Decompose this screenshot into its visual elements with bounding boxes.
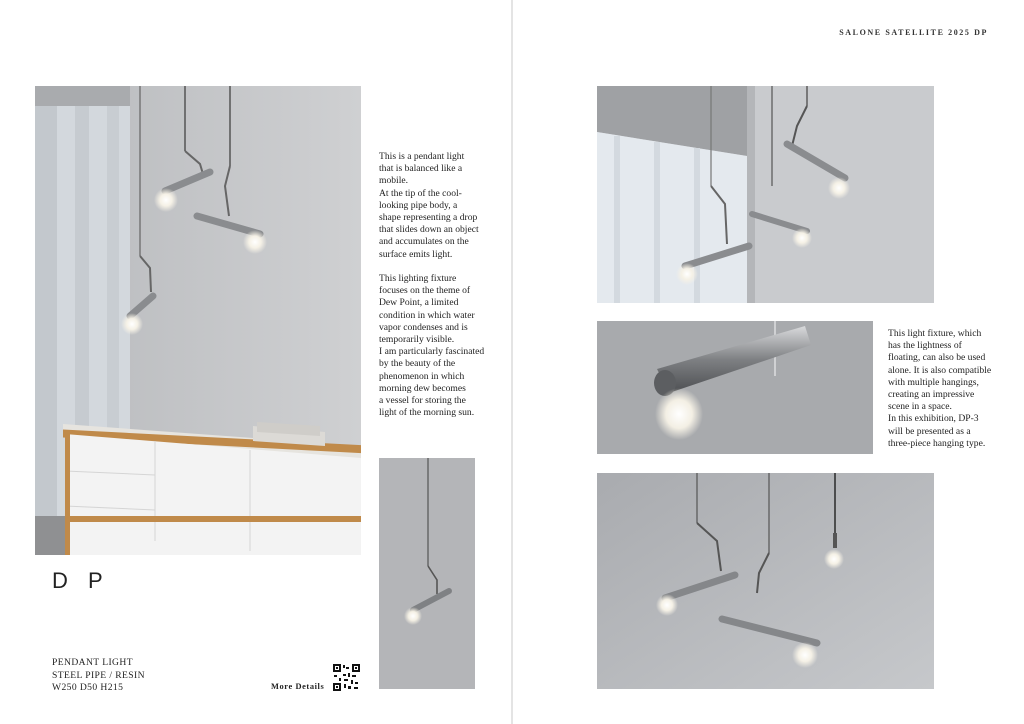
left-page <box>0 0 511 724</box>
closeup-photo <box>597 321 873 454</box>
spec-dimensions: W250 D50 H215 <box>52 682 124 694</box>
header-text: SALONE SATELLITE 2025 <box>839 28 971 37</box>
right-page <box>513 0 1024 724</box>
qr-code-icon[interactable] <box>333 664 360 691</box>
single-lamp-photo <box>379 458 475 689</box>
product-title: D P <box>52 568 110 593</box>
product-description: This is a pendant light that is balanced like a mobile. At the tip of the cool- looking pipe body, a shape representing a drop that slides down an object and accumulates on the surface emits light. This lighting fixture focuses on the theme of Dew Point, a limited condition in which water vapor condenses and is temporarily visible. I am particularly fascinated by the beauty of the phenomenon in which morning dew becomes a vessel for storing the light of the morning sun. <box>379 151 485 419</box>
spec-type: PENDANT LIGHT <box>52 657 133 668</box>
three-lamp-photo <box>597 473 934 689</box>
room-photo <box>35 86 361 555</box>
product-spec <box>52 657 145 695</box>
usage-description: This light fixture, which has the lightness of floating, can also be used alone. It is also compatible with multiple hangings, creating an impressive scene in a space. In this exhibition, DP-3 will be presented as a three-piece hanging type. <box>888 328 992 449</box>
more-details-link[interactable]: More Details <box>271 682 325 691</box>
window-photo <box>597 86 934 303</box>
page-header <box>839 28 988 37</box>
spec-material: STEEL PIPE / RESIN <box>52 669 145 681</box>
header-mark: DP <box>974 28 988 37</box>
